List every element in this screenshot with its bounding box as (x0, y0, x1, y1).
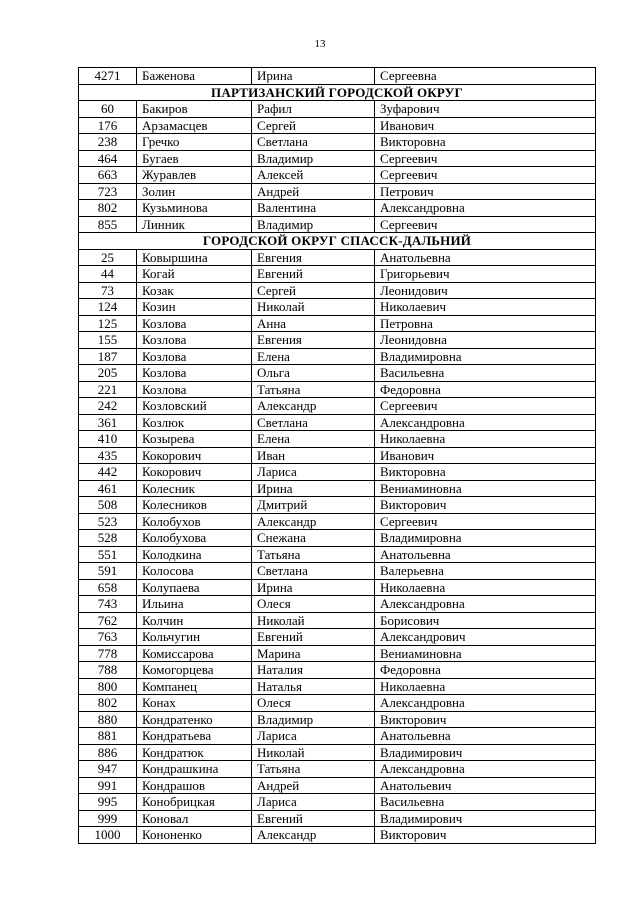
first-name-cell: Александр (252, 513, 375, 530)
first-name-cell: Ирина (252, 480, 375, 497)
surname-cell: Линник (137, 216, 252, 233)
table-row (79, 365, 596, 382)
row-number: 663 (79, 167, 137, 184)
patronymic-cell: Леонидовна (375, 332, 596, 349)
patronymic-cell: Викторовна (375, 134, 596, 151)
first-name-cell: Светлана (252, 134, 375, 151)
table-row (79, 513, 596, 530)
first-name-cell: Дмитрий (252, 497, 375, 514)
first-name-cell: Рафил (252, 101, 375, 118)
patronymic-cell: Николаевна (375, 678, 596, 695)
table-row (79, 117, 596, 134)
patronymic-cell: Федоровна (375, 662, 596, 679)
patronymic-cell: Александровна (375, 200, 596, 217)
row-number: 442 (79, 464, 137, 481)
row-number: 763 (79, 629, 137, 646)
table-row (79, 563, 596, 580)
patronymic-cell: Николаевна (375, 431, 596, 448)
surname-cell: Кондрашкина (137, 761, 252, 778)
first-name-cell: Анна (252, 315, 375, 332)
first-name-cell: Наталья (252, 678, 375, 695)
table-row (79, 695, 596, 712)
row-number: 464 (79, 150, 137, 167)
table-row (79, 530, 596, 547)
first-name-cell: Олеся (252, 695, 375, 712)
row-number: 788 (79, 662, 137, 679)
patronymic-cell: Вениаминовна (375, 480, 596, 497)
first-name-cell: Владимир (252, 150, 375, 167)
row-number: 1000 (79, 827, 137, 844)
row-number: 802 (79, 200, 137, 217)
first-name-cell: Алексей (252, 167, 375, 184)
patronymic-cell: Александровна (375, 695, 596, 712)
first-name-cell: Александр (252, 398, 375, 415)
patronymic-cell: Александрович (375, 629, 596, 646)
row-number: 435 (79, 447, 137, 464)
surname-cell: Когай (137, 266, 252, 283)
surname-cell: Журавлев (137, 167, 252, 184)
row-number: 523 (79, 513, 137, 530)
surname-cell: Золин (137, 183, 252, 200)
surname-cell: Козловский (137, 398, 252, 415)
section-header-row (79, 84, 596, 101)
patronymic-cell: Сергеевич (375, 513, 596, 530)
page-number: 13 (314, 38, 326, 50)
surname-cell: Козлова (137, 381, 252, 398)
table-row (79, 645, 596, 662)
table-row (79, 134, 596, 151)
surname-cell: Колупаева (137, 579, 252, 596)
first-name-cell: Лариса (252, 728, 375, 745)
row-number: 176 (79, 117, 137, 134)
table-row (79, 414, 596, 431)
surname-cell: Колобухова (137, 530, 252, 547)
table-row (79, 497, 596, 514)
surname-cell: Колосова (137, 563, 252, 580)
patronymic-cell: Валерьевна (375, 563, 596, 580)
table-row (79, 777, 596, 794)
table-row (79, 200, 596, 217)
first-name-cell: Николай (252, 612, 375, 629)
patronymic-cell: Николаевич (375, 299, 596, 316)
surname-cell: Гречко (137, 134, 252, 151)
patronymic-cell: Сергеевич (375, 216, 596, 233)
surname-cell: Колесник (137, 480, 252, 497)
first-name-cell: Евгений (252, 629, 375, 646)
table-row (79, 761, 596, 778)
patronymic-cell: Викторовна (375, 464, 596, 481)
row-number: 880 (79, 711, 137, 728)
patronymic-cell: Васильевна (375, 365, 596, 382)
table-row (79, 299, 596, 316)
row-number: 855 (79, 216, 137, 233)
patronymic-cell: Анатольевна (375, 728, 596, 745)
first-name-cell: Евгений (252, 810, 375, 827)
row-number: 461 (79, 480, 137, 497)
table-row (79, 216, 596, 233)
patronymic-cell: Анатольевна (375, 249, 596, 266)
table-body (79, 68, 596, 844)
first-name-cell: Светлана (252, 414, 375, 431)
surname-cell: Комиссарова (137, 645, 252, 662)
first-name-cell: Евгения (252, 249, 375, 266)
first-name-cell: Светлана (252, 563, 375, 580)
row-number: 991 (79, 777, 137, 794)
row-number: 743 (79, 596, 137, 613)
table-row (79, 381, 596, 398)
first-name-cell: Наталия (252, 662, 375, 679)
first-name-cell: Сергей (252, 117, 375, 134)
row-number: 242 (79, 398, 137, 415)
first-name-cell: Елена (252, 431, 375, 448)
first-name-cell: Ольга (252, 365, 375, 382)
section-title: ГОРОДСКОЙ ОКРУГ СПАССК-ДАЛЬНИЙ (79, 233, 596, 250)
table-row (79, 431, 596, 448)
table-row (79, 266, 596, 283)
table-row (79, 183, 596, 200)
row-number: 591 (79, 563, 137, 580)
row-number: 221 (79, 381, 137, 398)
patronymic-cell: Анатольевна (375, 546, 596, 563)
patronymic-cell: Владимировна (375, 348, 596, 365)
first-name-cell: Владимир (252, 216, 375, 233)
surname-cell: Козлова (137, 365, 252, 382)
table-row (79, 447, 596, 464)
patronymic-cell: Владимирович (375, 744, 596, 761)
table-row (79, 678, 596, 695)
row-number: 125 (79, 315, 137, 332)
first-name-cell: Лариса (252, 464, 375, 481)
first-name-cell: Андрей (252, 777, 375, 794)
section-header-row (79, 233, 596, 250)
first-name-cell: Николай (252, 744, 375, 761)
surname-cell: Кокорович (137, 447, 252, 464)
row-number: 361 (79, 414, 137, 431)
patronymic-cell: Александровна (375, 596, 596, 613)
table-row (79, 596, 596, 613)
surname-cell: Ильина (137, 596, 252, 613)
first-name-cell: Ирина (252, 68, 375, 85)
surname-cell: Козин (137, 299, 252, 316)
table-row (79, 629, 596, 646)
patronymic-cell: Владимировна (375, 530, 596, 547)
row-number: 802 (79, 695, 137, 712)
patronymic-cell: Федоровна (375, 381, 596, 398)
surname-cell: Козырева (137, 431, 252, 448)
patronymic-cell: Николаевна (375, 579, 596, 596)
patronymic-cell: Петрович (375, 183, 596, 200)
patronymic-cell: Викторович (375, 827, 596, 844)
row-number: 881 (79, 728, 137, 745)
patronymic-cell: Викторович (375, 497, 596, 514)
surname-cell: Кондрашов (137, 777, 252, 794)
row-number: 155 (79, 332, 137, 349)
table-row (79, 398, 596, 415)
patronymic-cell: Владимирович (375, 810, 596, 827)
first-name-cell: Евгений (252, 266, 375, 283)
first-name-cell: Валентина (252, 200, 375, 217)
patronymic-cell: Александровна (375, 414, 596, 431)
table-row (79, 579, 596, 596)
patronymic-cell: Сергеевич (375, 398, 596, 415)
surname-cell: Козлюк (137, 414, 252, 431)
surname-cell: Колобухов (137, 513, 252, 530)
row-number: 25 (79, 249, 137, 266)
surname-cell: Конобрицкая (137, 794, 252, 811)
patronymic-cell: Григорьевич (375, 266, 596, 283)
table-row (79, 150, 596, 167)
row-number: 800 (79, 678, 137, 695)
first-name-cell: Сергей (252, 282, 375, 299)
table-row (79, 827, 596, 844)
table-row (79, 348, 596, 365)
row-number: 999 (79, 810, 137, 827)
first-name-cell: Татьяна (252, 761, 375, 778)
surname-cell: Бакиров (137, 101, 252, 118)
table-row (79, 794, 596, 811)
table-row (79, 744, 596, 761)
row-number: 778 (79, 645, 137, 662)
row-number: 762 (79, 612, 137, 629)
row-number: 886 (79, 744, 137, 761)
row-number: 60 (79, 101, 137, 118)
patronymic-cell: Зуфарович (375, 101, 596, 118)
patronymic-cell: Иванович (375, 117, 596, 134)
row-number: 995 (79, 794, 137, 811)
patronymic-cell: Иванович (375, 447, 596, 464)
first-name-cell: Ирина (252, 579, 375, 596)
patronymic-cell: Сергеевич (375, 167, 596, 184)
table-row (79, 711, 596, 728)
surname-cell: Кольчугин (137, 629, 252, 646)
row-number: 723 (79, 183, 137, 200)
table-row (79, 480, 596, 497)
row-number: 947 (79, 761, 137, 778)
surname-cell: Колодкина (137, 546, 252, 563)
surname-cell: Кононенко (137, 827, 252, 844)
patronymic-cell: Анатольевич (375, 777, 596, 794)
surname-cell: Комогорцева (137, 662, 252, 679)
table-row (79, 282, 596, 299)
surname-cell: Колесников (137, 497, 252, 514)
row-number: 658 (79, 579, 137, 596)
table-row (79, 315, 596, 332)
surname-cell: Баженова (137, 68, 252, 85)
first-name-cell: Владимир (252, 711, 375, 728)
surname-cell: Конах (137, 695, 252, 712)
surname-cell: Бугаев (137, 150, 252, 167)
patronymic-cell: Александровна (375, 761, 596, 778)
patronymic-cell: Петровна (375, 315, 596, 332)
table-row (79, 662, 596, 679)
table-row (79, 68, 596, 85)
surname-cell: Коновал (137, 810, 252, 827)
first-name-cell: Елена (252, 348, 375, 365)
surname-cell: Кузьминова (137, 200, 252, 217)
row-number: 187 (79, 348, 137, 365)
surname-cell: Козлова (137, 315, 252, 332)
first-name-cell: Иван (252, 447, 375, 464)
surname-cell: Арзамасцев (137, 117, 252, 134)
first-name-cell: Александр (252, 827, 375, 844)
row-number: 124 (79, 299, 137, 316)
patronymic-cell: Леонидович (375, 282, 596, 299)
row-number: 508 (79, 497, 137, 514)
first-name-cell: Евгения (252, 332, 375, 349)
candidate-table (78, 67, 596, 844)
row-number: 205 (79, 365, 137, 382)
row-number: 4271 (79, 68, 137, 85)
first-name-cell: Лариса (252, 794, 375, 811)
table-row (79, 546, 596, 563)
table-row (79, 810, 596, 827)
first-name-cell: Николай (252, 299, 375, 316)
surname-cell: Кондратьева (137, 728, 252, 745)
table-row (79, 728, 596, 745)
table-row (79, 612, 596, 629)
first-name-cell: Татьяна (252, 546, 375, 563)
table-row (79, 249, 596, 266)
row-number: 528 (79, 530, 137, 547)
surname-cell: Козак (137, 282, 252, 299)
surname-cell: Козлова (137, 348, 252, 365)
row-number: 44 (79, 266, 137, 283)
first-name-cell: Андрей (252, 183, 375, 200)
surname-cell: Кондратюк (137, 744, 252, 761)
patronymic-cell: Васильевна (375, 794, 596, 811)
row-number: 410 (79, 431, 137, 448)
section-title: ПАРТИЗАНСКИЙ ГОРОДСКОЙ ОКРУГ (79, 84, 596, 101)
table-row (79, 101, 596, 118)
first-name-cell: Снежана (252, 530, 375, 547)
table-row (79, 332, 596, 349)
table-row (79, 464, 596, 481)
surname-cell: Колчин (137, 612, 252, 629)
surname-cell: Козлова (137, 332, 252, 349)
patronymic-cell: Вениаминовна (375, 645, 596, 662)
surname-cell: Компанец (137, 678, 252, 695)
patronymic-cell: Викторович (375, 711, 596, 728)
surname-cell: Кокорович (137, 464, 252, 481)
patronymic-cell: Сергеевич (375, 150, 596, 167)
first-name-cell: Олеся (252, 596, 375, 613)
surname-cell: Ковыршина (137, 249, 252, 266)
surname-cell: Кондратенко (137, 711, 252, 728)
first-name-cell: Татьяна (252, 381, 375, 398)
first-name-cell: Марина (252, 645, 375, 662)
table-row (79, 167, 596, 184)
patronymic-cell: Сергеевна (375, 68, 596, 85)
patronymic-cell: Борисович (375, 612, 596, 629)
row-number: 551 (79, 546, 137, 563)
row-number: 238 (79, 134, 137, 151)
row-number: 73 (79, 282, 137, 299)
